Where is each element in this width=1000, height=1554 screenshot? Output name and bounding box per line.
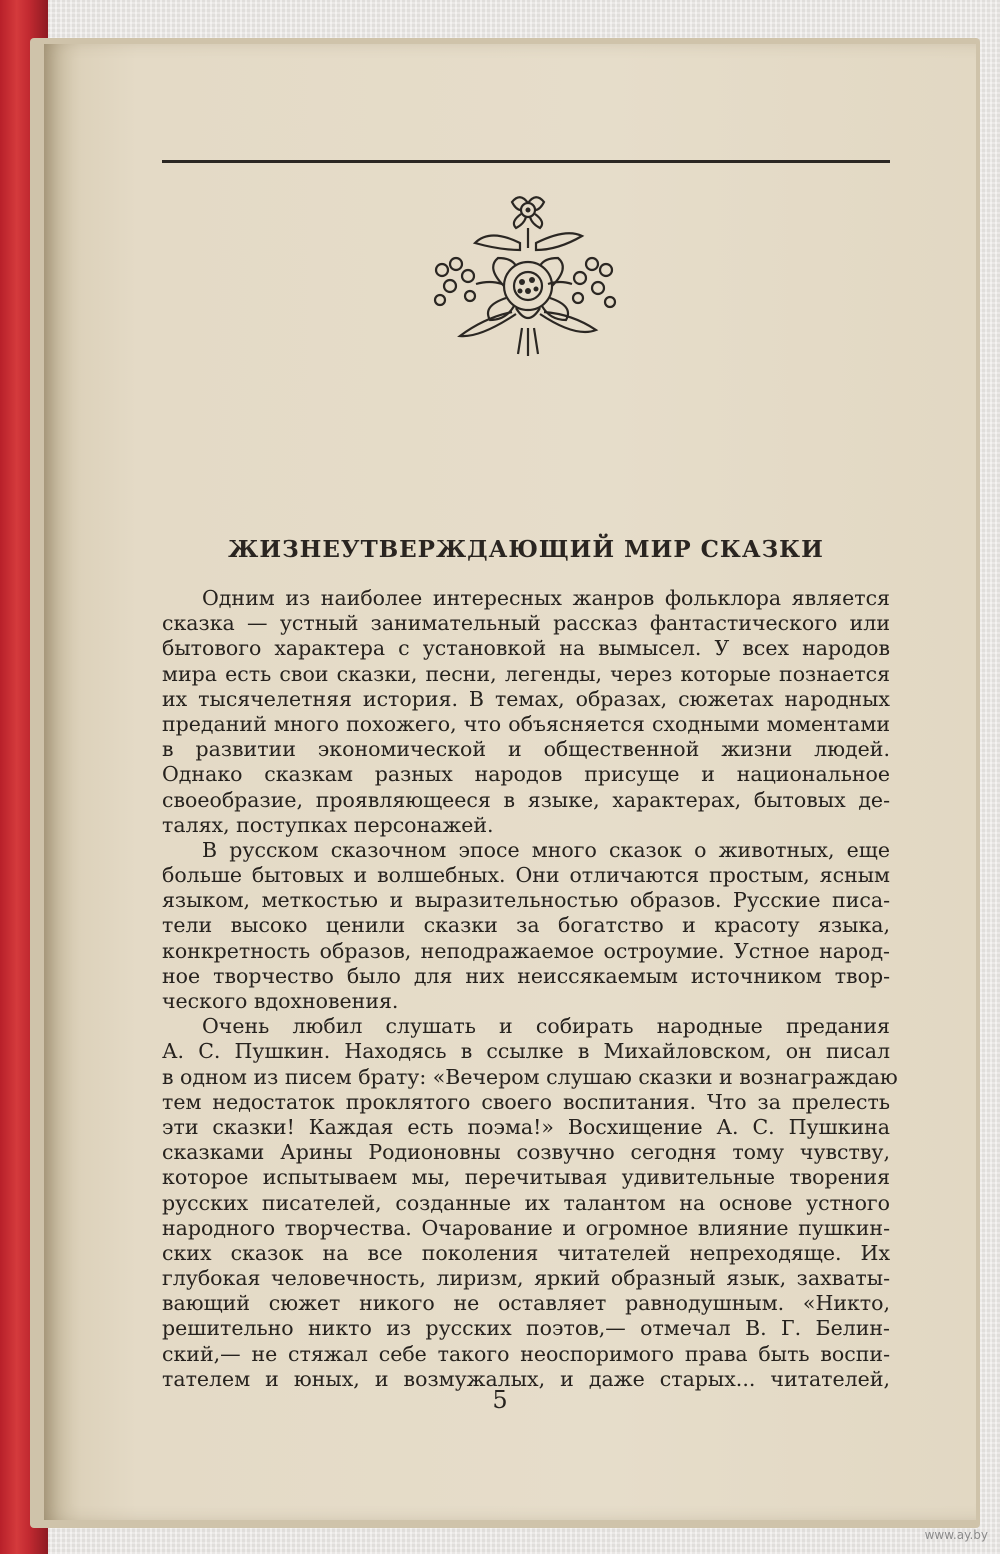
chapter-title: ЖИЗНЕУТВЕРЖДАЮЩИЙ МИР СКАЗКИ (228, 536, 824, 563)
text-line: сказками Арины Родионовны созвучно сегодня тому чувству, (162, 1140, 890, 1165)
text-line: тем недостаток проклятого своего воспитания. Что за прелесть (162, 1089, 890, 1114)
text-line: Одним из наиболее интересных жанров фольклора является (202, 586, 890, 610)
text-line: талях, поступках персонажей. (162, 812, 494, 837)
text-line: ное творчество было для них неиссякаемым источником твор- (162, 963, 890, 988)
text-line: в одном из писем брату: «Вечером слушаю сказки и вознаграждаю (162, 1064, 898, 1089)
text-line: ских сказок на все поколения читателей непреходяще. Их (162, 1240, 890, 1265)
text-line: ческого вдохновения. (162, 989, 399, 1013)
body-text (162, 586, 898, 1392)
text-line: вающий сюжет никого не оставляет равнодушным. «Никто, (162, 1291, 890, 1316)
text-line: народного творчества. Очарование и огромное влияние пушкин- (162, 1215, 890, 1240)
page-number: 5 (492, 1386, 508, 1414)
text-line: В русском сказочном эпосе много сказок о животных, еще (202, 837, 890, 862)
text-line: сказка — устный занимательный рассказ фантастического или (162, 611, 890, 636)
text-line: глубокая человечность, лиризм, яркий образный язык, захваты- (162, 1266, 890, 1291)
text-line: А. С. Пушкин. Находясь в ссылке в Михайловском, он писал (162, 1039, 890, 1064)
text-line: решительно никто из русских поэтов,— отмечал В. Г. Белин- (162, 1316, 890, 1341)
text-line: русских писателей, созданные их талантом на основе устного (162, 1190, 890, 1215)
text-line: своеобразие, проявляющееся в языке, характерах, бытовых де- (162, 787, 890, 812)
text-line: конкретность образов, неподражаемое остроумие. Устное народ- (162, 938, 890, 963)
text-line: Однако сказкам разных народов присуще и национальное (162, 762, 890, 787)
text-line: в развитии экономической и общественной жизни людей. (162, 737, 890, 762)
floral-ornament-icon (420, 188, 630, 368)
text-line: Очень любил слушать и собирать народные предания (202, 1014, 890, 1039)
text-line: языком, меткостью и выразительностью образов. Русские писа- (162, 888, 890, 913)
text-line: больше бытовых и волшебных. Они отличаются простым, ясным (162, 863, 890, 888)
text-line: тателем и юных, и возмужалых, и даже старых... читателей, (162, 1366, 890, 1391)
watermark: www.ay.by (924, 1528, 988, 1542)
text-line: ский,— не стяжал себе такого неоспоримого права быть воспи- (162, 1341, 890, 1366)
text-line: эти сказки! Каждая есть поэма!» Восхищение А. С. Пушкина (162, 1114, 890, 1139)
text-line: бытового характера с установкой на вымысел. У всех народов (162, 636, 890, 661)
top-rule (162, 160, 890, 163)
text-line: тели высоко ценили сказки за богатство и красоту языка, (162, 913, 890, 938)
text-line: преданий много похожего, что объясняется сходными моментами (162, 711, 890, 736)
text-line: их тысячелетняя история. В темах, образах, сюжетах народных (162, 686, 890, 711)
text-line: мира есть свои сказки, песни, легенды, через которые познается (162, 661, 890, 686)
text-line: которое испытываем мы, перечитывая удивительные творения (162, 1165, 890, 1190)
